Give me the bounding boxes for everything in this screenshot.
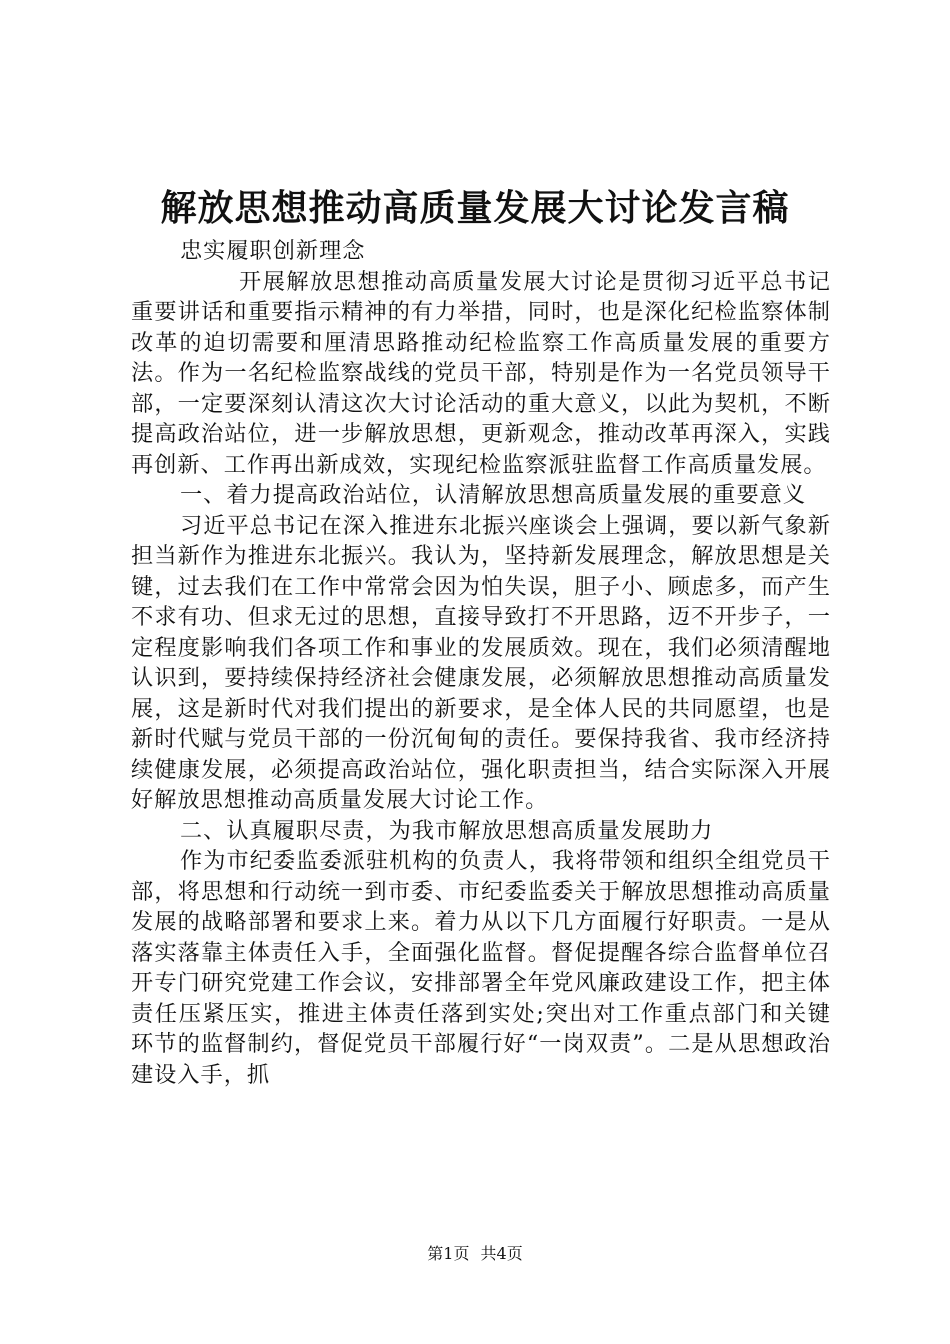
paragraph-section-1: 习近平总书记在深入推进东北振兴座谈会上强调，要以新气象新担当新作为推进东北振兴。我认为，坚持新发展理念，解放思想是关键，过去我们在工作中常常会因为怕失误，胆子小、顾虑多，而产生不求有功、但求无过的思想，直接导致打不开思路，迈不开步子，一定程度影响我们各项工作和事业的发展质效。现在，我们必须清醒地认识到，要持续保持经济社会健康发展，必须解放思想推动高质量发展，这是新时代对我们提出的新要求，是全体人民的共同愿望，也是新时代赋与党员干部的一份沉甸甸的责任。要保持我省、我市经济持续健康发展，必须提高政治站位，强化职责担当，结合实际深入开展好解放思想推动高质量发展大讨论工作。 [131, 512, 831, 813]
document-body [131, 236, 831, 1090]
paragraph-intro: 开展解放思想推动高质量发展大讨论是贯彻习近平总书记重要讲话和重要指示精神的有力举措，同时，也是深化纪检监察体制改革的迫切需要和厘清思路推动纪检监察工作高质量发展的重要方法。作为一名纪检监察战线的党员干部，特别是作为一名党员领导干部，一定要深刻认清这次大讨论活动的重大意义，以此为契机，不断提高政治站位，进一步解放思想，更新观念，推动改革再深入，实践再创新、工作再出新成效，实现纪检监察派驻监督工作高质量发展。 [131, 268, 831, 478]
paragraph-section-2: 作为市纪委监委派驻机构的负责人，我将带领和组织全组党员干部，将思想和行动统一到市委、市纪委监委关于解放思想推动高质量发展的战略部署和要求上来。着力从以下几方面履行好职责。一是从落实落靠主体责任入手，全面强化监督。督促提醒各综合监督单位召开专门研究党建工作会议，安排部署全年党风廉政建设工作，把主体责任压紧压实，推进主体责任落到实处;突出对工作重点部门和关键环节的监督制约，督促党员干部履行好“一岗双责”。二是从思想政治建设入手，抓 [131, 848, 831, 1088]
document-title: 解放思想推动高质量发展大讨论发言稿 [160, 187, 790, 229]
section-heading-1: 一、着力提高政治站位，认清解放思想高质量发展的重要意义 [180, 482, 807, 508]
page-footer [0, 1244, 950, 1264]
section-heading-2: 二、认真履职尽责，为我市解放思想高质量发展助力 [180, 817, 714, 844]
document-subtitle: 忠实履职创新理念 [180, 238, 366, 264]
page-total: 共4页 [480, 1244, 523, 1263]
page-number: 第1页 [427, 1244, 470, 1263]
